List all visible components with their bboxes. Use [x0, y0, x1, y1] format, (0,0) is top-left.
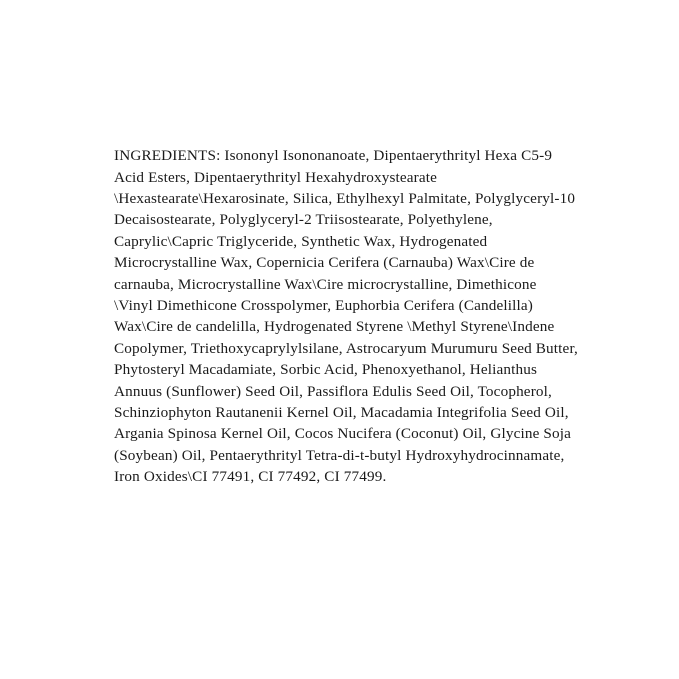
- ingredients-paragraph: INGREDIENTS: Isononyl Isononanoate, Dipentaerythrityl Hexa C5-9 Acid Esters, Dipentaerythrityl Hexahydroxystearate \Hexastearate\Hexarosinate, Silica, Ethylhexyl Palmitate, Polyglyceryl-10 Decaisostearate, Polyglyceryl-2 Triisostearate, Polyethylene, Caprylic\Capric Triglyceride, Synthetic Wax, Hydrogenated Microcrystalline Wax, Copernicia Cerifera (Carnauba) Wax\Cire de carnauba, Microcrystalline Wax\Cire microcrystalline, Dimethicone \Vinyl Dimethicone Crosspolymer, Euphorbia Cerifera (Candelilla) Wax\Cire de candelilla, Hydrogenated Styrene \Methyl Styrene\Indene Copolymer, Triethoxycaprylylsilane, Astrocaryum Murumuru Seed Butter, Phytosteryl Macadamiate, Sorbic Acid, Phenoxyethanol, Helianthus Annuus (Sunflower) Seed Oil, Passiflora Edulis Seed Oil, Tocopherol, Schinziophyton Rautanenii Kernel Oil, Macadamia Integrifolia Seed Oil, Argania Spinosa Kernel Oil, Cocos Nucifera (Coconut) Oil, Glycine Soja (Soybean) Oil, Pentaerythrityl Tetra-di-t-butyl Hydroxyhydrocinnamate, Iron Oxides\CI 77491, CI 77492, CI 77499.: [114, 147, 582, 486]
- ingredients-block: [114, 130, 582, 503]
